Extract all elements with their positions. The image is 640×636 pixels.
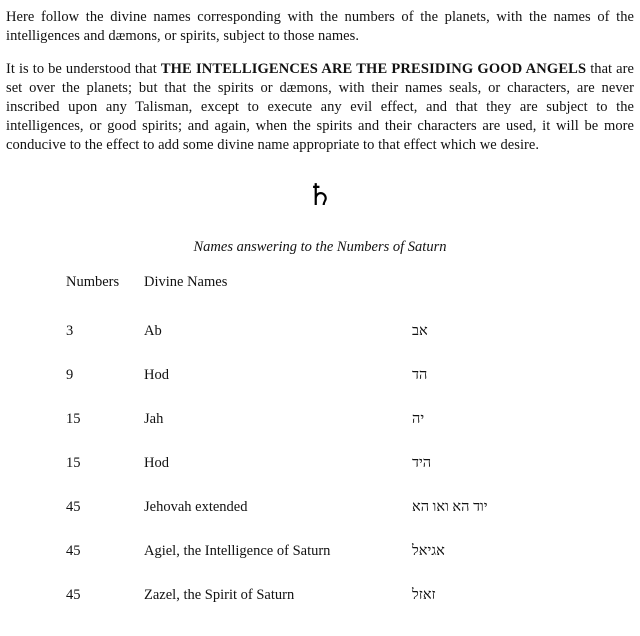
cell-hebrew: הד [412, 366, 428, 383]
cell-name: Jah [144, 410, 164, 427]
table-row [66, 529, 586, 573]
cell-number: 9 [66, 366, 74, 383]
column-header-divine-names: Divine Names [144, 274, 228, 290]
table-row [66, 397, 586, 441]
cell-hebrew: היד [412, 454, 432, 471]
table-header [66, 274, 586, 309]
section-title: Names answering to the Numbers of Saturn [193, 239, 447, 255]
cell-name: Zazel, the Spirit of Saturn [144, 586, 295, 603]
cell-number: 3 [66, 322, 74, 339]
cell-name: Agiel, the Intelligence of Saturn [144, 542, 331, 559]
explanation-emphasis: THE INTELLIGENCES ARE THE PRESIDING GOOD ANGELS [160, 61, 587, 77]
column-header-hebrew [412, 274, 586, 309]
cell-number: 15 [66, 454, 81, 471]
table-header-row [66, 274, 586, 309]
table-row [66, 353, 586, 397]
cell-hebrew: יוד הא ואו הא [412, 498, 488, 515]
names-table [66, 274, 586, 617]
cell-hebrew: זאזל [412, 586, 436, 603]
cell-number: 45 [66, 586, 81, 603]
cell-number: 15 [66, 410, 81, 427]
cell-name: Hod [144, 454, 169, 471]
cell-hebrew: אגיאל [412, 542, 445, 559]
cell-name: Hod [144, 366, 169, 383]
explanation-lead: It is to be understood that [6, 61, 161, 77]
cell-hebrew: אב [412, 322, 428, 339]
cell-name: Jehovah extended [144, 498, 248, 515]
explanation-rest: that are set over the planets; but that the spirits or dæmons, with their names seals, or characters, are never inscribed upon any Talisman, except to execute any evil effect, and that they are subject to the intelligences, or good spirits; and again, when the spirits and their characters are used, it will be more conducive to the effect to add some divine name appropriate to that effect which we desire. [6, 61, 634, 153]
column-header-numbers: Numbers [66, 274, 120, 290]
explanation-paragraph [6, 60, 634, 155]
cell-hebrew: יה [412, 410, 425, 427]
table-row [66, 309, 586, 353]
cell-name: Ab [144, 322, 162, 339]
table-row [66, 573, 586, 617]
table-row [66, 441, 586, 485]
saturn-symbol-icon: ♄ [306, 178, 334, 213]
intro-paragraph: Here follow the divine names corresponding with the numbers of the planets, with the names of the intelligences and dæmons, or spirits, subject to those names. [6, 9, 634, 44]
table-body [66, 309, 586, 617]
table-row [66, 485, 586, 529]
cell-number: 45 [66, 498, 81, 515]
cell-number: 45 [66, 542, 81, 559]
